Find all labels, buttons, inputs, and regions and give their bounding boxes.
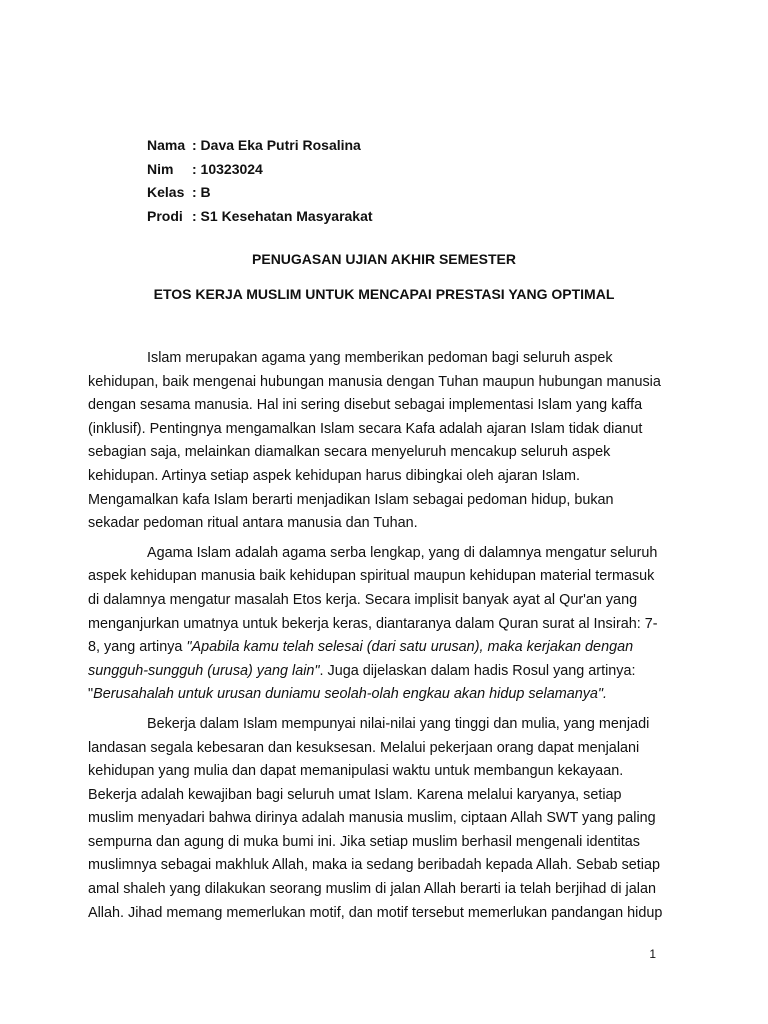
identity-row-prodi bbox=[147, 207, 373, 231]
text-line: Agama Islam adalah agama serba lengkap, yang di dalamnya mengatur seluruh bbox=[147, 544, 658, 561]
identity-row-nim bbox=[147, 160, 373, 184]
identity-value: : S1 Kesehatan Masyarakat bbox=[192, 207, 373, 224]
identity-block bbox=[147, 136, 373, 230]
text-line: Islam merupakan agama yang memberikan pedoman bagi seluruh aspek bbox=[147, 350, 613, 366]
hadith-quote: Berusahalah untuk urusan duniamu seolah-olah engkau akan hidup selamanya". bbox=[93, 686, 608, 703]
identity-value: : 10323024 bbox=[192, 160, 263, 177]
identity-row-kelas bbox=[147, 183, 373, 207]
text-line: kehidupan. Artinya setiap aspek kehidupan harus dibingkai oleh ajaran Islam. bbox=[88, 467, 581, 484]
text-line: amal shaleh yang dilakukan seorang muslim di jalan Allah berarti ia telah berjihad di jalan bbox=[88, 881, 656, 898]
text-line: landasan segala kebesaran dan kesuksesan. Melalui pekerjaan orang dapat menjalani bbox=[88, 739, 640, 756]
text-line: Bekerja adalah kewajiban bagi seluruh umat Islam. Karena melalui karyanya, setiap bbox=[88, 786, 622, 803]
text-line: aspek kehidupan manusia baik kehidupan spiritual maupun kehidupan material termasuk bbox=[88, 568, 655, 585]
text-line: sempurna dan agung di muka bumi ini. Jika setiap muslim berhasil mengenali identitas bbox=[88, 833, 640, 850]
text-line bbox=[88, 683, 668, 707]
text-line: muslimnya sebagai makhluk Allah, maka ia sedang beribadah kepada Allah. Sebab setiap bbox=[88, 857, 660, 874]
text-line: kehidupan yang mulia dan dapat memanipulasi waktu untuk membangun kekayaan. bbox=[88, 763, 624, 780]
text-line: muslim menyadari bahwa dirinya adalah manusia muslim, ciptaan Allah SWT yang paling bbox=[88, 810, 656, 827]
paragraph-2 bbox=[88, 542, 668, 707]
essay-body bbox=[88, 347, 668, 931]
text-line: (inklusif). Pentingnya mengamalkan Islam secara Kafa adalah ajaran Islam tidak dianut bbox=[88, 420, 643, 437]
page-number: 1 bbox=[649, 947, 656, 961]
identity-row-nama bbox=[147, 136, 373, 160]
text-line: sekadar pedoman ritual antara manusia dan Tuhan. bbox=[88, 515, 418, 532]
hadith-open-quote: " bbox=[88, 686, 94, 703]
quran-quote: "Apabila kamu telah selesai (dari satu urusan), maka kerjakan dengan bbox=[186, 639, 634, 656]
hadith-intro: . Juga dijelaskan dalam hadis Rosul yang artinya: bbox=[319, 662, 636, 679]
identity-value: : B bbox=[192, 184, 211, 200]
text-line: menganjurkan umatnya untuk bekerja keras, diantaranya dalam Quran surat al Insirah: 7- bbox=[88, 615, 658, 632]
text-line bbox=[88, 636, 668, 660]
text-line: Bekerja dalam Islam mempunyai nilai-nilai yang tinggi dan mulia, yang menjadi bbox=[147, 715, 650, 732]
identity-label: Nama bbox=[147, 137, 186, 153]
identity-value: : Dava Eka Putri Rosalina bbox=[192, 137, 361, 153]
essay-title: ETOS KERJA MUSLIM UNTUK MENCAPAI PRESTASI YANG OPTIMAL bbox=[153, 286, 615, 302]
quran-quote-continued: sungguh-sungguh (urusa) yang lain" bbox=[88, 662, 320, 679]
text-line: Allah. Jihad memang memerlukan motif, dan motif tersebut memerlukan pandangan hidup bbox=[88, 904, 663, 921]
text-line: kehidupan, baik mengenai hubungan manusia dengan Tuhan maupun hubungan manusia bbox=[88, 373, 661, 390]
text-line bbox=[88, 660, 668, 684]
identity-label: Kelas bbox=[147, 184, 185, 200]
text-line: sebagian saja, melainkan diamalkan secara menyeluruh mencakup seluruh aspek bbox=[88, 444, 611, 461]
text-line: Mengamalkan kafa Islam berarti menjadikan Islam sebagai pedoman hidup, bukan bbox=[88, 491, 614, 508]
exam-title: PENUGASAN UJIAN AKHIR SEMESTER bbox=[252, 251, 516, 267]
quote-intro: 8, yang artinya bbox=[88, 639, 187, 656]
text-line: di dalamnya mengatur masalah Etos kerja. Secara implisit banyak ayat al Qur'an yang bbox=[88, 591, 638, 608]
identity-label: Nim bbox=[147, 160, 174, 177]
paragraph-3 bbox=[88, 713, 668, 925]
identity-label: Prodi bbox=[147, 207, 183, 224]
paragraph-1 bbox=[88, 347, 668, 536]
text-line: dengan sesama manusia. Hal ini sering disebut sebagai implementasi Islam yang kaffa bbox=[88, 397, 643, 414]
